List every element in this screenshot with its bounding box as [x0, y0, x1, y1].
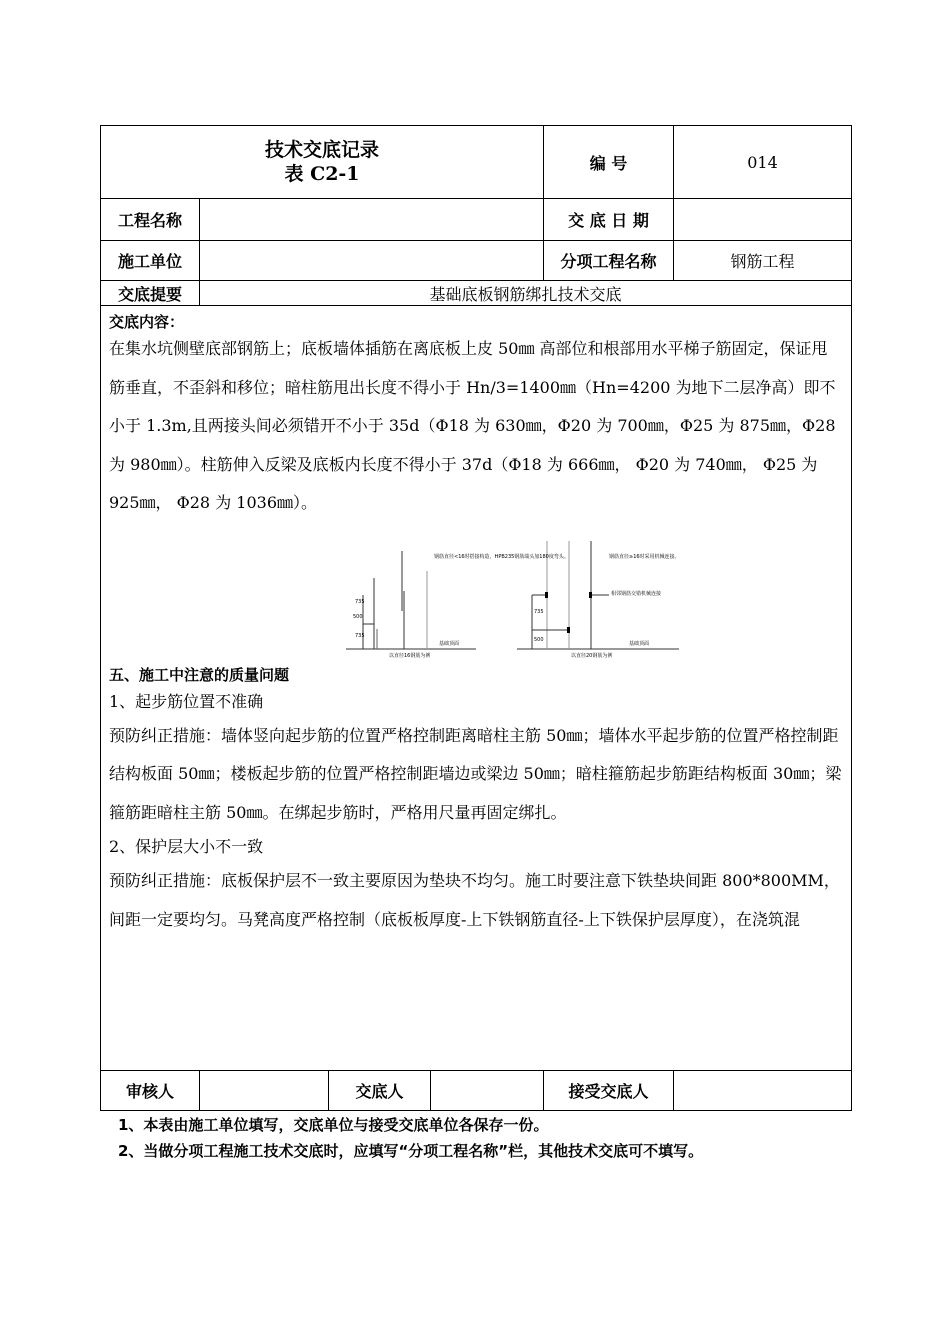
dim-label: 735 [355, 632, 365, 639]
item-2-title: 2、保护层大小不一致 [109, 837, 264, 856]
right-note: 钢筋直径≥16时采用机械连接。 [609, 553, 680, 560]
right-mid-note: 相邻钢筋交错机械连接 [611, 590, 662, 597]
unit-label: 施工单位 [101, 241, 200, 281]
footnotes [118, 1112, 703, 1164]
content-cell [101, 306, 852, 1071]
left-base-label: 基础顶面 [439, 640, 460, 647]
reviewer-field[interactable] [200, 1071, 329, 1111]
right-caption: 以直径20钢筋为例 [571, 652, 613, 659]
unit-field[interactable] [200, 241, 544, 281]
left-note: 钢筋直径<16时搭接构造，HPB235钢筋端头加180度弯头。 [434, 553, 569, 560]
summary-label: 交底提要 [101, 281, 200, 306]
summary-field[interactable]: 基础底板钢筋绑扎技术交底 [200, 281, 852, 306]
receiver-label: 接受交底人 [544, 1071, 674, 1111]
number-value[interactable]: 014 [674, 126, 852, 199]
item-1-text: 预防纠正措施：墙体竖向起步筋的位置严格控制距离暗柱主筋 50㎜；墙体水平起步筋的位置严格控制距结构板面 50㎜；楼板起步筋的位置严格控制距墙边或梁边 50㎜；暗柱箍筋起步筋距结构板面 30㎜；梁箍筋距暗柱主筋 50㎜。在绑起步筋时，严格用尺量再固定绑扎。 [109, 725, 842, 822]
form-title [101, 126, 544, 199]
dim-label: 500 [353, 613, 363, 620]
number-label: 编 号 [544, 126, 674, 199]
date-label: 交 底 日 期 [544, 199, 674, 241]
reviewer-label: 审核人 [101, 1071, 200, 1111]
title: 技术交底记录 [265, 139, 380, 161]
discloser-field[interactable] [431, 1071, 544, 1111]
left-caption: 以直径16钢筋为例 [389, 652, 431, 659]
item-2-text: 预防纠正措施：底板保护层不一致主要原因为垫块不均匀。施工时要注意下铁垫块间距 800*800MM，间距一定要均匀。马凳高度严格控制（底板板厚度-上下铁钢筋直径-上下铁保护层厚度），在浇筑混 [109, 871, 840, 929]
section-5-heading: 五、施工中注意的质量问题 [109, 665, 290, 684]
dim-label: 500 [534, 636, 544, 643]
sub-project-label: 分项工程名称 [544, 241, 674, 281]
disclosure-form [100, 125, 852, 1111]
form-code: 表 C2-1 [284, 163, 360, 185]
receiver-field[interactable] [674, 1071, 852, 1111]
project-name-label: 工程名称 [101, 199, 200, 241]
footnote: 1、本表由施工单位填写，交底单位与接受交底单位各保存一份。 [118, 1116, 549, 1134]
item-1-title: 1、起步筋位置不准确 [109, 691, 264, 711]
date-field[interactable] [674, 199, 852, 241]
project-name-field[interactable] [200, 199, 544, 241]
dim-label: 735 [355, 598, 365, 605]
content-heading: 交底内容： [109, 313, 185, 331]
discloser-label: 交底人 [329, 1071, 431, 1111]
sub-project-field[interactable]: 钢筋工程 [674, 241, 852, 281]
footnote: 2、当做分项工程施工技术交底时，应填写“分项工程名称”栏，其他技术交底可不填写。 [118, 1142, 704, 1160]
content-paragraph: 在集水坑侧壁底部钢筋上；底板墙体插筋在离底板上皮 50㎜ 高部位和根部用水平梯子筋固定，保证甩筋垂直，不歪斜和移位；暗柱筋甩出长度不得小于 Hn/3=1400㎜（Hn=4200 为地下二层净高）即不小于 1.3m,且两接头间必须错开不小于 35d（Φ18 为 630㎜，Φ20 为 700㎜，Φ25 为 875㎜，Φ28 为 980㎜）。柱筋伸入反梁及底板内长度不得小于 37d（Φ18 为 666㎜， Φ20 为 740㎜， Φ25 为 925㎜， Φ28 为 1036㎜）。 [109, 339, 836, 512]
right-base-label: 基础顶面 [629, 640, 650, 647]
dim-label: 735 [534, 608, 544, 615]
